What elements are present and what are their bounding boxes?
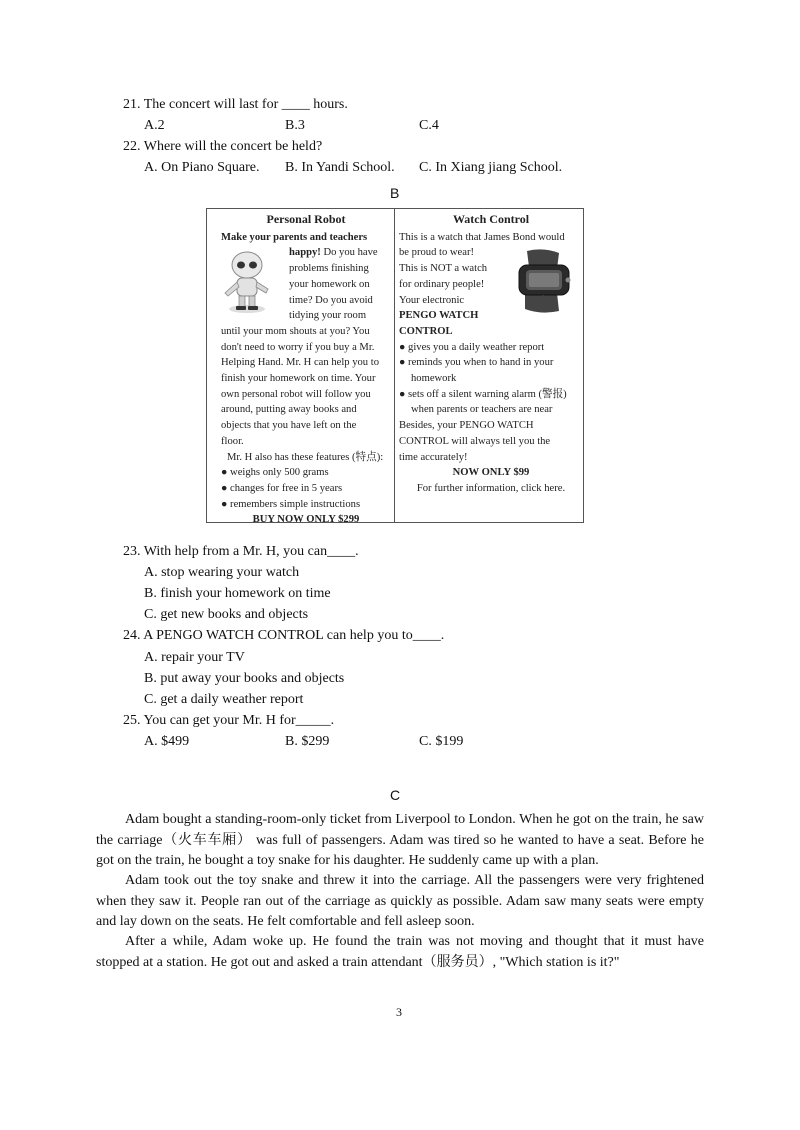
robot-ad-line: Helping Hand. Mr. H can help you to (221, 357, 379, 369)
robot-features-intro: Mr. H also has these features (特点): (227, 451, 384, 463)
robot-price: BUY NOW ONLY $299 (252, 514, 360, 526)
watch-product-name: CONTROL (399, 325, 453, 337)
robot-ad-line: your homework on (289, 278, 370, 290)
robot-ad-line (289, 245, 391, 261)
robot-ad-line: tidying your room (289, 310, 367, 322)
robot-ad-line: problems finishing (289, 263, 369, 275)
watch-ad-line: CONTROL will always tell you the (399, 435, 551, 447)
question-21-stem: 21. The concert will last for ____ hours. (123, 97, 348, 112)
question-24-option-b: B. put away your books and objects (144, 671, 345, 686)
question-22-option-b: B. In Yandi School. (285, 160, 395, 175)
robot-ad-line: floor. (221, 435, 244, 447)
watch-ad-line: be proud to wear! (399, 247, 475, 259)
question-23-option-b: B. finish your homework on time (144, 586, 331, 601)
watch-product-name: PENGO WATCH (399, 310, 479, 322)
robot-ad-line: until your mom shouts at you? You (221, 325, 370, 337)
question-23-option-a: A. stop wearing your watch (144, 565, 300, 580)
robot-ad-headline: Make your parents and teachers (221, 231, 368, 243)
robot-ad-line: don't need to worry if you buy a Mr. (221, 341, 375, 353)
robot-ad-line: around, putting away books and (221, 404, 357, 416)
watch-feature-item: ● reminds you when to hand in your homework (399, 357, 554, 385)
question-24-option-a: A. repair your TV (144, 650, 245, 665)
page-number: 3 (396, 1005, 402, 1019)
watch-ad-line: Besides, your PENGO WATCH (399, 420, 534, 432)
watch-ad-column (399, 209, 583, 497)
robot-ad-happy: happy! (289, 247, 321, 259)
passage-paragraph: Adam took out the toy snake and threw it into the carriage. All the passengers were very frightened when they saw it. People ran out of the carriage as quickly as possible. Adam saw many seats were empty and lay down on the seats. He felt comfortable and fell asleep soon. (96, 873, 704, 929)
robot-feature-item: ● remembers simple instructions (221, 498, 361, 510)
question-25-option-b: B. $299 (285, 734, 330, 749)
watch-feature-item: ● sets off a silent warning alarm (警报) when parents or teachers are near (399, 388, 567, 416)
robot-ad-line: finish your homework on time. Your (221, 373, 376, 385)
question-23-stem: 23. With help from a Mr. H, you can____. (123, 544, 359, 559)
robot-feature-item: ● weighs only 500 grams (221, 467, 329, 479)
watch-ad-line: for ordinary people! (399, 278, 485, 290)
watch-more-info: For further information, click here. (416, 482, 566, 494)
passage-paragraph: After a while, Adam woke up. He found the train was not moving and thought that it must have stopped at a station. He got out and asked a train attendant（服务员）, "Which station is it?" (96, 934, 704, 970)
passage-paragraph: Adam bought a standing-room-only ticket from Liverpool to London. When he got on the train, he saw the carriage（火车车厢） was full of passengers. Adam was tired so he wanted to have a seat. Before he got on the train, he bought a toy snake for his daughter. He suddenly came up with a plan. (96, 812, 704, 868)
question-23-option-c: C. get new books and objects (144, 607, 309, 622)
question-21-option-c: C.4 (419, 118, 439, 133)
question-25-option-a: A. $499 (144, 734, 190, 749)
column-divider (394, 209, 395, 522)
question-21-option-a: A.2 (144, 118, 165, 133)
question-24-option-c: C. get a daily weather report (144, 692, 304, 707)
question-22-stem: 22. Where will the concert be held? (123, 139, 323, 154)
watch-ad-line: Your electronic (399, 294, 465, 306)
question-22-option-c: C. In Xiang jiang School. (419, 160, 563, 175)
question-25-stem: 25. You can get your Mr. H for_____. (123, 713, 335, 728)
section-c-label: C (390, 787, 401, 803)
section-b-label: B (390, 185, 400, 201)
watch-ad-line: This is NOT a watch (399, 263, 488, 275)
robot-ad-line-tail: Do you have (320, 247, 378, 259)
robot-ad-line: time? Do you avoid (289, 294, 373, 306)
watch-ad-line: This is a watch that James Bond would (399, 231, 565, 243)
question-24-stem: 24. A PENGO WATCH CONTROL can help you to____. (123, 628, 445, 643)
question-21-option-b: B.3 (285, 118, 305, 133)
robot-ad-line: objects that you have left on the (221, 420, 357, 432)
question-22-option-a: A. On Piano Square. (144, 160, 260, 175)
watch-feature-item: ● gives you a daily weather report (399, 341, 545, 353)
robot-feature-item: ● changes for free in 5 years (221, 482, 343, 494)
robot-ad-title: Personal Robot (266, 212, 346, 226)
advertisement-box (206, 208, 584, 526)
watch-ad-line: time accurately! (399, 451, 468, 463)
watch-price: NOW ONLY $99 (452, 467, 530, 479)
question-25-option-c: C. $199 (419, 734, 464, 749)
watch-ad-title: Watch Control (452, 212, 530, 226)
robot-ad-column (221, 209, 391, 528)
robot-ad-line: own personal robot will follow you (221, 388, 371, 400)
